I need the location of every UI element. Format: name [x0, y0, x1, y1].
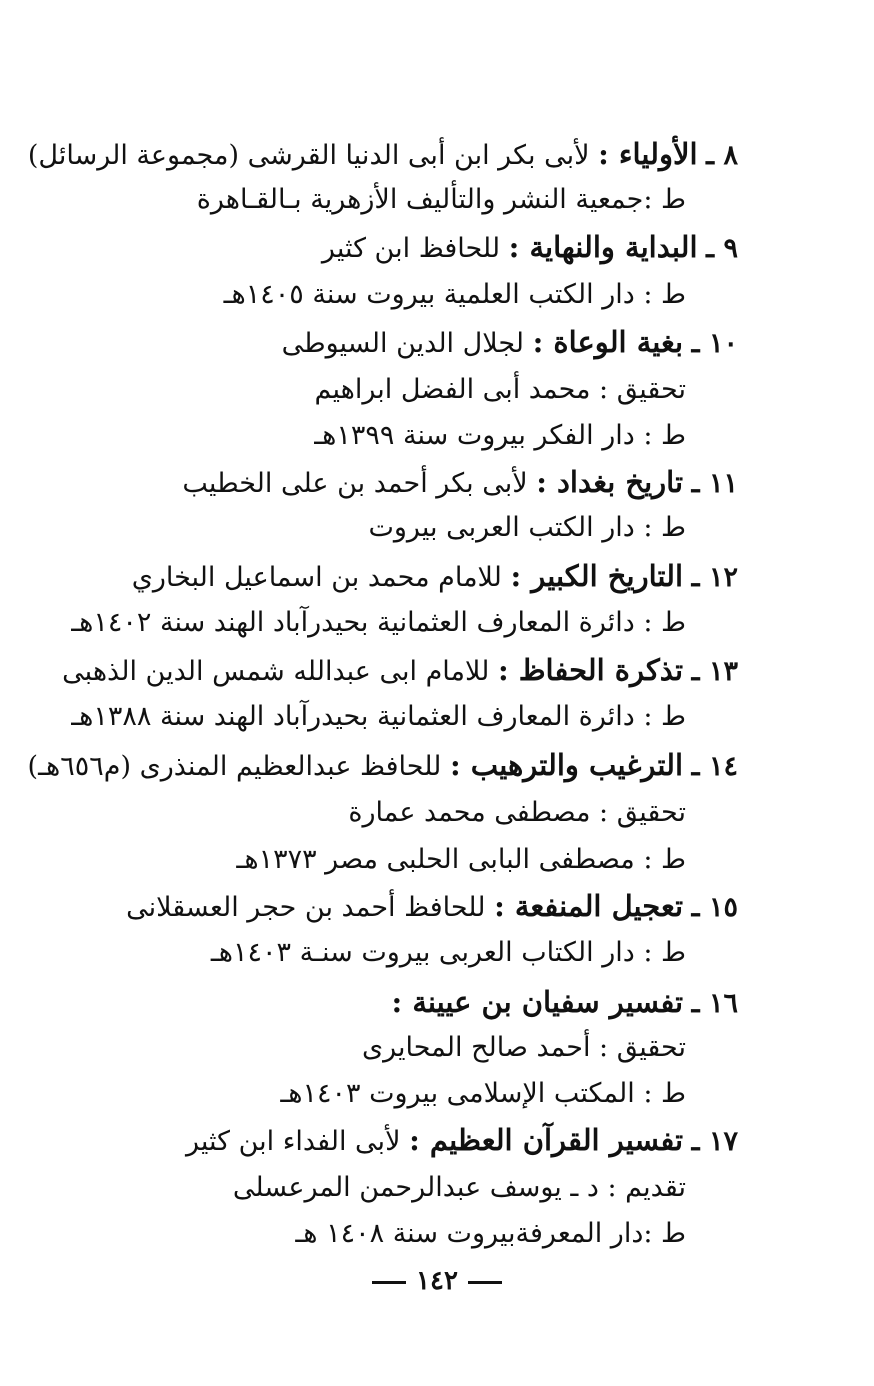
entry-author: للحافظ ابن كثير — [321, 233, 501, 264]
entry-title: تاريخ بغداد : — [536, 465, 684, 499]
entry-author: لأبى بكر أحمد بن على الخطيب — [182, 468, 528, 499]
page-number-dash-left — [372, 1281, 406, 1284]
entry-17-heading — [186, 1120, 738, 1162]
entry-author: لجلال الدين السيوطى — [281, 328, 525, 359]
page-number — [0, 1266, 874, 1296]
entry-number: ١٥ ـ — [691, 892, 738, 923]
entry-8-detail-1: ط :جمعية النشر والتأليف الأزهرية بـالقـاهرة — [196, 184, 686, 215]
entry-number: ١٣ ـ — [691, 656, 738, 687]
entry-title: الترغيب والترهيب : — [449, 748, 684, 782]
entry-8-heading — [28, 134, 738, 176]
entry-12-heading — [132, 556, 738, 598]
entry-author: لأبى الفداء ابن كثير — [185, 1126, 401, 1157]
entry-title: التاريخ الكبير : — [510, 559, 684, 593]
entry-number: ١١ ـ — [691, 468, 738, 499]
entry-author: للامام محمد بن اسماعيل البخاري — [131, 562, 502, 593]
entry-title: البداية والنهاية : — [508, 230, 698, 264]
page-number-dash-right — [468, 1281, 502, 1284]
entry-15-heading — [126, 886, 738, 928]
entry-title: تعجيل المنفعة : — [494, 889, 684, 923]
entry-10-heading — [282, 322, 738, 364]
entry-author: للحافظ عبدالعظيم المنذرى (م٦٥٦هـ) — [27, 751, 442, 782]
entry-10-detail-2: ط : دار الفكر بيروت سنة ١٣٩٩هـ — [314, 420, 686, 451]
entry-15-detail-1: ط : دار الكتاب العربى بيروت سنـة ١٤٠٣هـ — [210, 937, 686, 968]
entry-number: ١٦ ـ — [691, 988, 738, 1019]
entry-16-detail-2: ط : المكتب الإسلامى بيروت ١٤٠٣هـ — [280, 1078, 686, 1109]
entry-author: للحافظ أحمد بن حجر العسقلانى — [126, 892, 486, 923]
entry-14-detail-1: تحقيق : مصطفى محمد عمارة — [348, 797, 686, 828]
entry-title: الأولياء : — [598, 137, 698, 171]
entry-13-heading — [62, 650, 738, 692]
entry-number: ٩ ـ — [706, 233, 738, 264]
entry-title: تذكرة الحفاظ : — [497, 653, 684, 687]
entry-17-detail-1: تقديم : د ـ يوسف عبدالرحمن المرعسلى — [232, 1172, 686, 1203]
entry-number: ١٠ ـ — [691, 328, 738, 359]
page-number-text: ١٤٢ — [416, 1266, 458, 1296]
entry-author: لأبى بكر ابن أبى الدنيا القرشى (مجموعة الرسائل) — [27, 140, 590, 171]
entry-16-heading — [392, 982, 738, 1024]
entry-13-detail-1: ط : دائرة المعارف العثمانية بحيدرآباد الهند سنة ١٣٨٨هـ — [71, 701, 686, 732]
entry-12-detail-1: ط : دائرة المعارف العثمانية بحيدرآباد الهند سنة ١٤٠٢هـ — [71, 607, 686, 638]
entry-number: ١٢ ـ — [691, 562, 738, 593]
entry-author: للامام ابى عبدالله شمس الدين الذهبى — [62, 656, 490, 687]
entry-number: ١٤ ـ — [691, 751, 738, 782]
entry-16-detail-1: تحقيق : أحمد صالح المحايرى — [361, 1032, 686, 1063]
entry-10-detail-1: تحقيق : محمد أبى الفضل ابراهيم — [314, 374, 686, 405]
entry-9-detail-1: ط : دار الكتب العلمية بيروت سنة ١٤٠٥هـ — [223, 279, 686, 310]
entry-17-detail-2: ط :دار المعرفةبيروت سنة ١٤٠٨ هـ — [295, 1218, 686, 1249]
entry-title: بغية الوعاة : — [532, 325, 684, 359]
entry-number: ١٧ ـ — [691, 1126, 738, 1157]
entry-number: ٨ ـ — [706, 140, 738, 171]
entry-title: تفسير سفيان بن عيينة : — [391, 985, 684, 1019]
entry-title: تفسير القرآن العظيم : — [409, 1123, 684, 1157]
entry-14-heading — [28, 745, 738, 787]
entry-14-detail-2: ط : مصطفى البابى الحلبى مصر ١٣٧٣هـ — [236, 844, 686, 875]
entry-9-heading — [322, 227, 738, 269]
entry-11-detail-1: ط : دار الكتب العربى بيروت — [368, 512, 686, 543]
entry-11-heading — [182, 462, 738, 504]
